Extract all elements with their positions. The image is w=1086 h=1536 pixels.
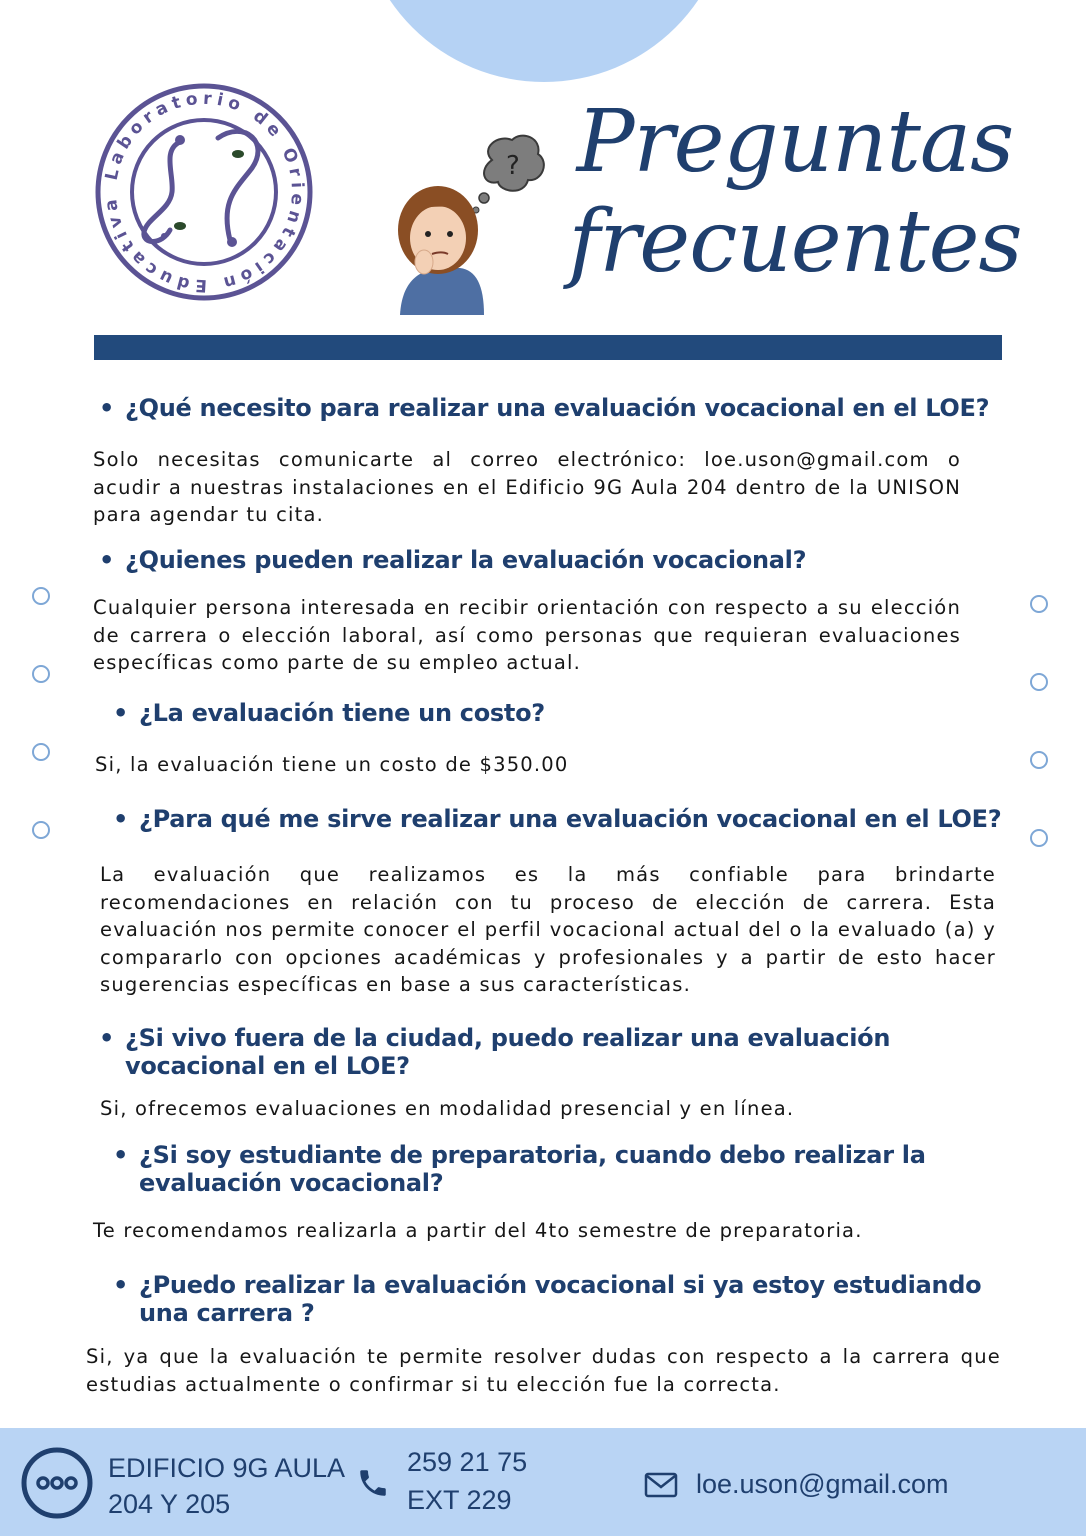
faq-answer: Cualquier persona interesada en recibir orientación con respecto a su elección de carrera o elección laboral, así como personas que requieran evaluaciones específicas como parte de su empleo actual.	[93, 596, 961, 674]
bullet: •	[113, 699, 129, 727]
decorative-circle	[32, 587, 50, 605]
decorative-circle	[32, 665, 50, 683]
decorative-circle	[1030, 673, 1048, 691]
contact-footer	[0, 1428, 1086, 1536]
thinking-person-illustration	[380, 130, 550, 315]
bullet: •	[99, 394, 115, 422]
phone-icon	[356, 1466, 390, 1500]
logo-text: Laboratorio de Orientación Educativa	[100, 88, 308, 296]
svg-text:?: ?	[506, 151, 520, 181]
bullet: •	[113, 1141, 129, 1169]
faq-question	[113, 1141, 959, 1197]
address-line-2: 204 Y 205	[108, 1489, 231, 1519]
faq-question	[113, 805, 1039, 833]
faq-question	[99, 546, 1005, 574]
phone-line-1: 259 21 75	[407, 1447, 528, 1477]
loe-logo	[92, 80, 316, 304]
faq-question	[99, 1024, 925, 1080]
bullet: •	[113, 1271, 129, 1299]
faq-answer: Solo necesitas comunicarte al correo electrónico: loe.uson@gmail.com o acudir a nuestras instalaciones en el Edificio 9G Aula 204 dentro de la UNISON para agendar tu cita.	[93, 448, 961, 526]
faq-question	[113, 699, 999, 727]
faq-answer: Si, ofrecemos evaluaciones en modalidad presencial y en línea.	[100, 1097, 795, 1120]
phone-line-2: EXT 229	[407, 1485, 512, 1515]
bullet: •	[113, 805, 129, 833]
faq-answer: Si, la evaluación tiene un costo de $350.00	[95, 753, 569, 776]
bullet: •	[99, 1024, 115, 1052]
faq-question-text: ¿Para qué me sirve realizar una evaluación vocacional en el LOE?	[139, 805, 1002, 833]
decorative-blob	[358, 0, 730, 82]
faq-answer: Te recomendamos realizarla a partir del 4to semestre de preparatoria.	[93, 1219, 863, 1242]
mail-icon	[644, 1472, 678, 1498]
faq-question-text: ¿Qué necesito para realizar una evaluación vocacional en el LOE?	[125, 394, 990, 422]
decorative-circle	[1030, 595, 1048, 613]
faq-answer: Si, ya que la evaluación te permite resolver dudas con respecto a la carrera que estudias actualmente o confirmar si tu elección fue la correcta.	[86, 1345, 1001, 1396]
title-line-1: Preguntas	[576, 92, 1014, 192]
ellipsis-circle-icon	[20, 1446, 94, 1520]
decorative-circle	[1030, 751, 1048, 769]
faq-question	[99, 394, 1025, 422]
title-line-2: frecuentes	[568, 192, 1022, 292]
page-title	[560, 92, 1030, 292]
faq-question-text: ¿La evaluación tiene un costo?	[139, 699, 545, 727]
faq-question-text: ¿Quienes pueden realizar la evaluación vocacional?	[125, 546, 807, 574]
header-divider	[94, 335, 1002, 360]
bullet: •	[99, 546, 115, 574]
address-line-1: EDIFICIO 9G AULA	[108, 1453, 346, 1483]
faq-question	[113, 1271, 1019, 1327]
faq-question-text: ¿Si vivo fuera de la ciudad, puedo realizar una evaluación vocacional en el LOE?	[125, 1024, 891, 1080]
faq-question-text: ¿Puedo realizar la evaluación vocacional si ya estoy estudiando una carrera ?	[139, 1271, 982, 1327]
decorative-circle	[32, 821, 50, 839]
decorative-circle	[32, 743, 50, 761]
contact-email: loe.uson@gmail.com	[696, 1469, 949, 1499]
faq-question-text: ¿Si soy estudiante de preparatoria, cuando debo realizar la evaluación vocacional?	[139, 1141, 926, 1197]
faq-answer: La evaluación que realizamos es la más confiable para brindarte recomendaciones en relación con tu proceso de elección de carrera. Esta evaluación nos permite conocer el perfil vocacional actual del o la evaluado (a) y compararlo con opciones académicas y profesionales y a partir de esto hacer sugerencias específicas en base a sus características.	[100, 863, 996, 996]
